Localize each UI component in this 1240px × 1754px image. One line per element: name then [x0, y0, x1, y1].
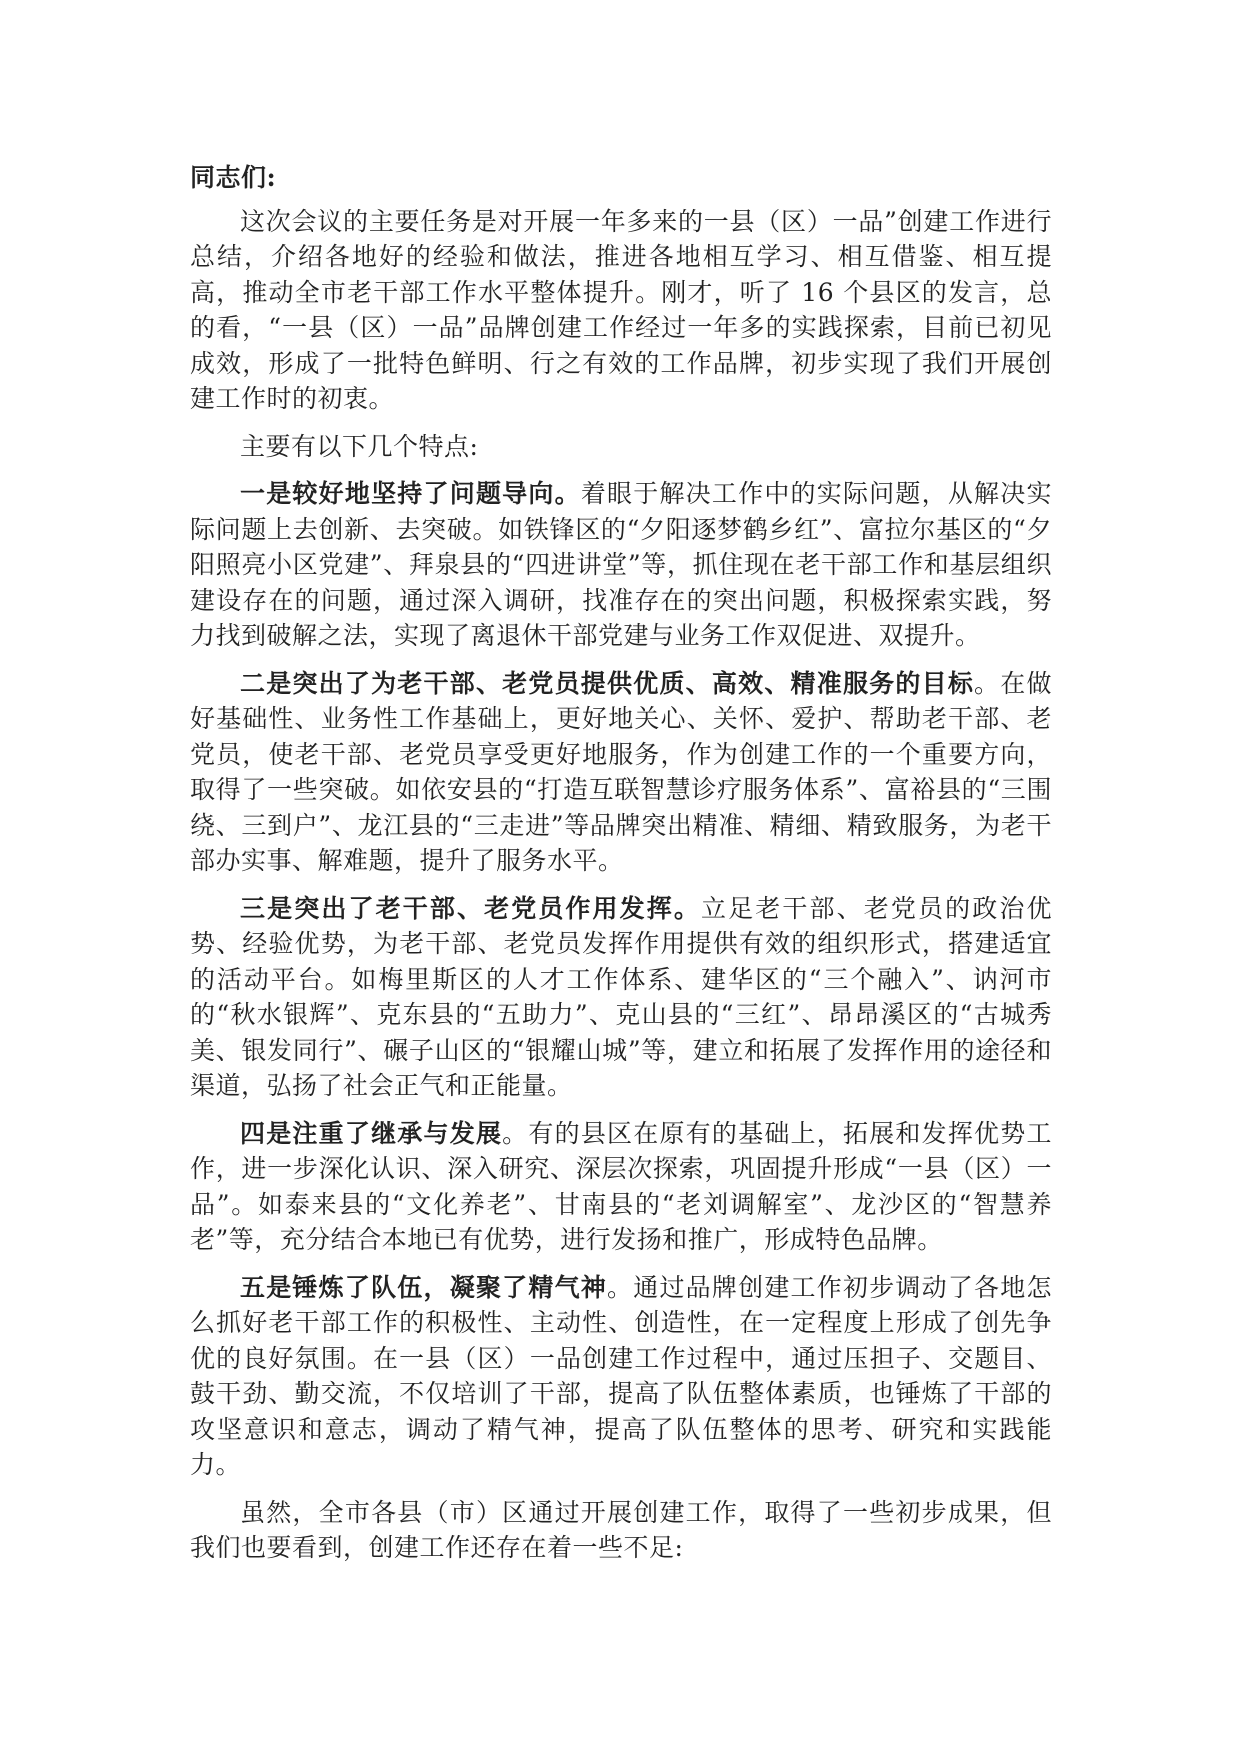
salutation: 同志们:: [190, 163, 277, 192]
point-3-body: 立足老干部、老党员的政治优势、经验优势，为老干部、老党员发挥作用提供有效的组织形式，搭建适宜的活动平台。如梅里斯区的人才工作体系、建华区的“三个融入”、讷河市的“秋水银辉”、克东县的“五助力”、克山县的“三红”、昂昂溪区的“古城秀美、银发同行”、碾子山区的“银耀山城”等，建立和拓展了发挥作用的途径和渠道，弘扬了社会正气和正能量。: [190, 893, 1052, 1100]
point-4-body: 。有的县区在原有的基础上，拓展和发挥优势工作，进一步深化认识、深入研究、深层次探索，巩固提升形成“一县（区）一品”。如泰来县的“文化养老”、甘南县的“老刘调解室”、龙沙区的“智慧养老”等，充分结合本地已有优势，进行发扬和推广，形成特色品牌。: [190, 1118, 1052, 1254]
intro-paragraph: 这次会议的主要任务是对开展一年多来的一县（区）一品”创建工作进行总结，介绍各地好的经验和做法，推进各地相互学习、相互借鉴、相互提高，推动全市老干部工作水平整体提升。刚才，听了 16 个县区的发言，总的看，“一县（区）一品”品牌创建工作经过一年多的实践探索，目前已初见成效，形成了一批特色鲜明、行之有效的工作品牌，初步实现了我们开展创建工作时的初衷。: [190, 206, 1052, 413]
point-1: [190, 476, 1052, 654]
closing-paragraph: 虽然，全市各县（市）区通过开展创建工作，取得了一些初步成果，但我们也要看到，创建工作还存在着一些不足:: [190, 1497, 1052, 1562]
point-4-lead: 四是注重了继承与发展: [240, 1118, 503, 1148]
point-3-lead: 三是突出了老干部、老党员作用发挥。: [240, 893, 702, 923]
point-4: [190, 1116, 1052, 1258]
point-5-lead: 五是锤炼了队伍，凝聚了精气神: [240, 1272, 608, 1302]
point-2-body: 。在做好基础性、业务性工作基础上，更好地关心、关怀、爱护、帮助老干部、老党员，使老干部、老党员享受更好地服务，作为创建工作的一个重要方向，取得了一些突破。如依安县的“打造互联智慧诊疗服务体系”、富裕县的“三围绕、三到户”、龙江县的“三走进”等品牌突出精准、精细、精致服务，为老干部办实事、解难题，提升了服务水平。: [190, 668, 1052, 875]
point-5-body: 。通过品牌创建工作初步调动了各地怎么抓好老干部工作的积极性、主动性、创造性，在一定程度上形成了创先争优的良好氛围。在一县（区）一品创建工作过程中，通过压担子、交题目、鼓干劲、勤交流，不仅培训了干部，提高了队伍整体素质，也锤炼了干部的攻坚意识和意志，调动了精气神，提高了队伍整体的思考、研究和实践能力。: [190, 1272, 1052, 1479]
point-1-lead: 一是较好地坚持了问题导向。: [240, 479, 581, 508]
point-5: [190, 1270, 1052, 1483]
point-2-lead: 二是突出了为老干部、老党员提供优质、高效、精准服务的目标: [240, 668, 975, 698]
document-page: [190, 160, 1052, 1578]
features-intro: 主要有以下几个特点:: [240, 431, 479, 461]
point-1-body: 着眼于解决工作中的实际问题，从解决实际问题上去创新、去突破。如铁锋区的“夕阳逐梦鹤乡红”、富拉尔基区的“夕阳照亮小区党建”、拜泉县的“四进讲堂”等，抓住现在老干部工作和基层组织建设存在的问题，通过深入调研，找准存在的突出问题，积极探索实践，努力找到破解之法，实现了离退休干部党建与业务工作双促进、双提升。: [190, 479, 1052, 650]
point-2: [190, 666, 1052, 879]
point-3: [190, 891, 1052, 1104]
